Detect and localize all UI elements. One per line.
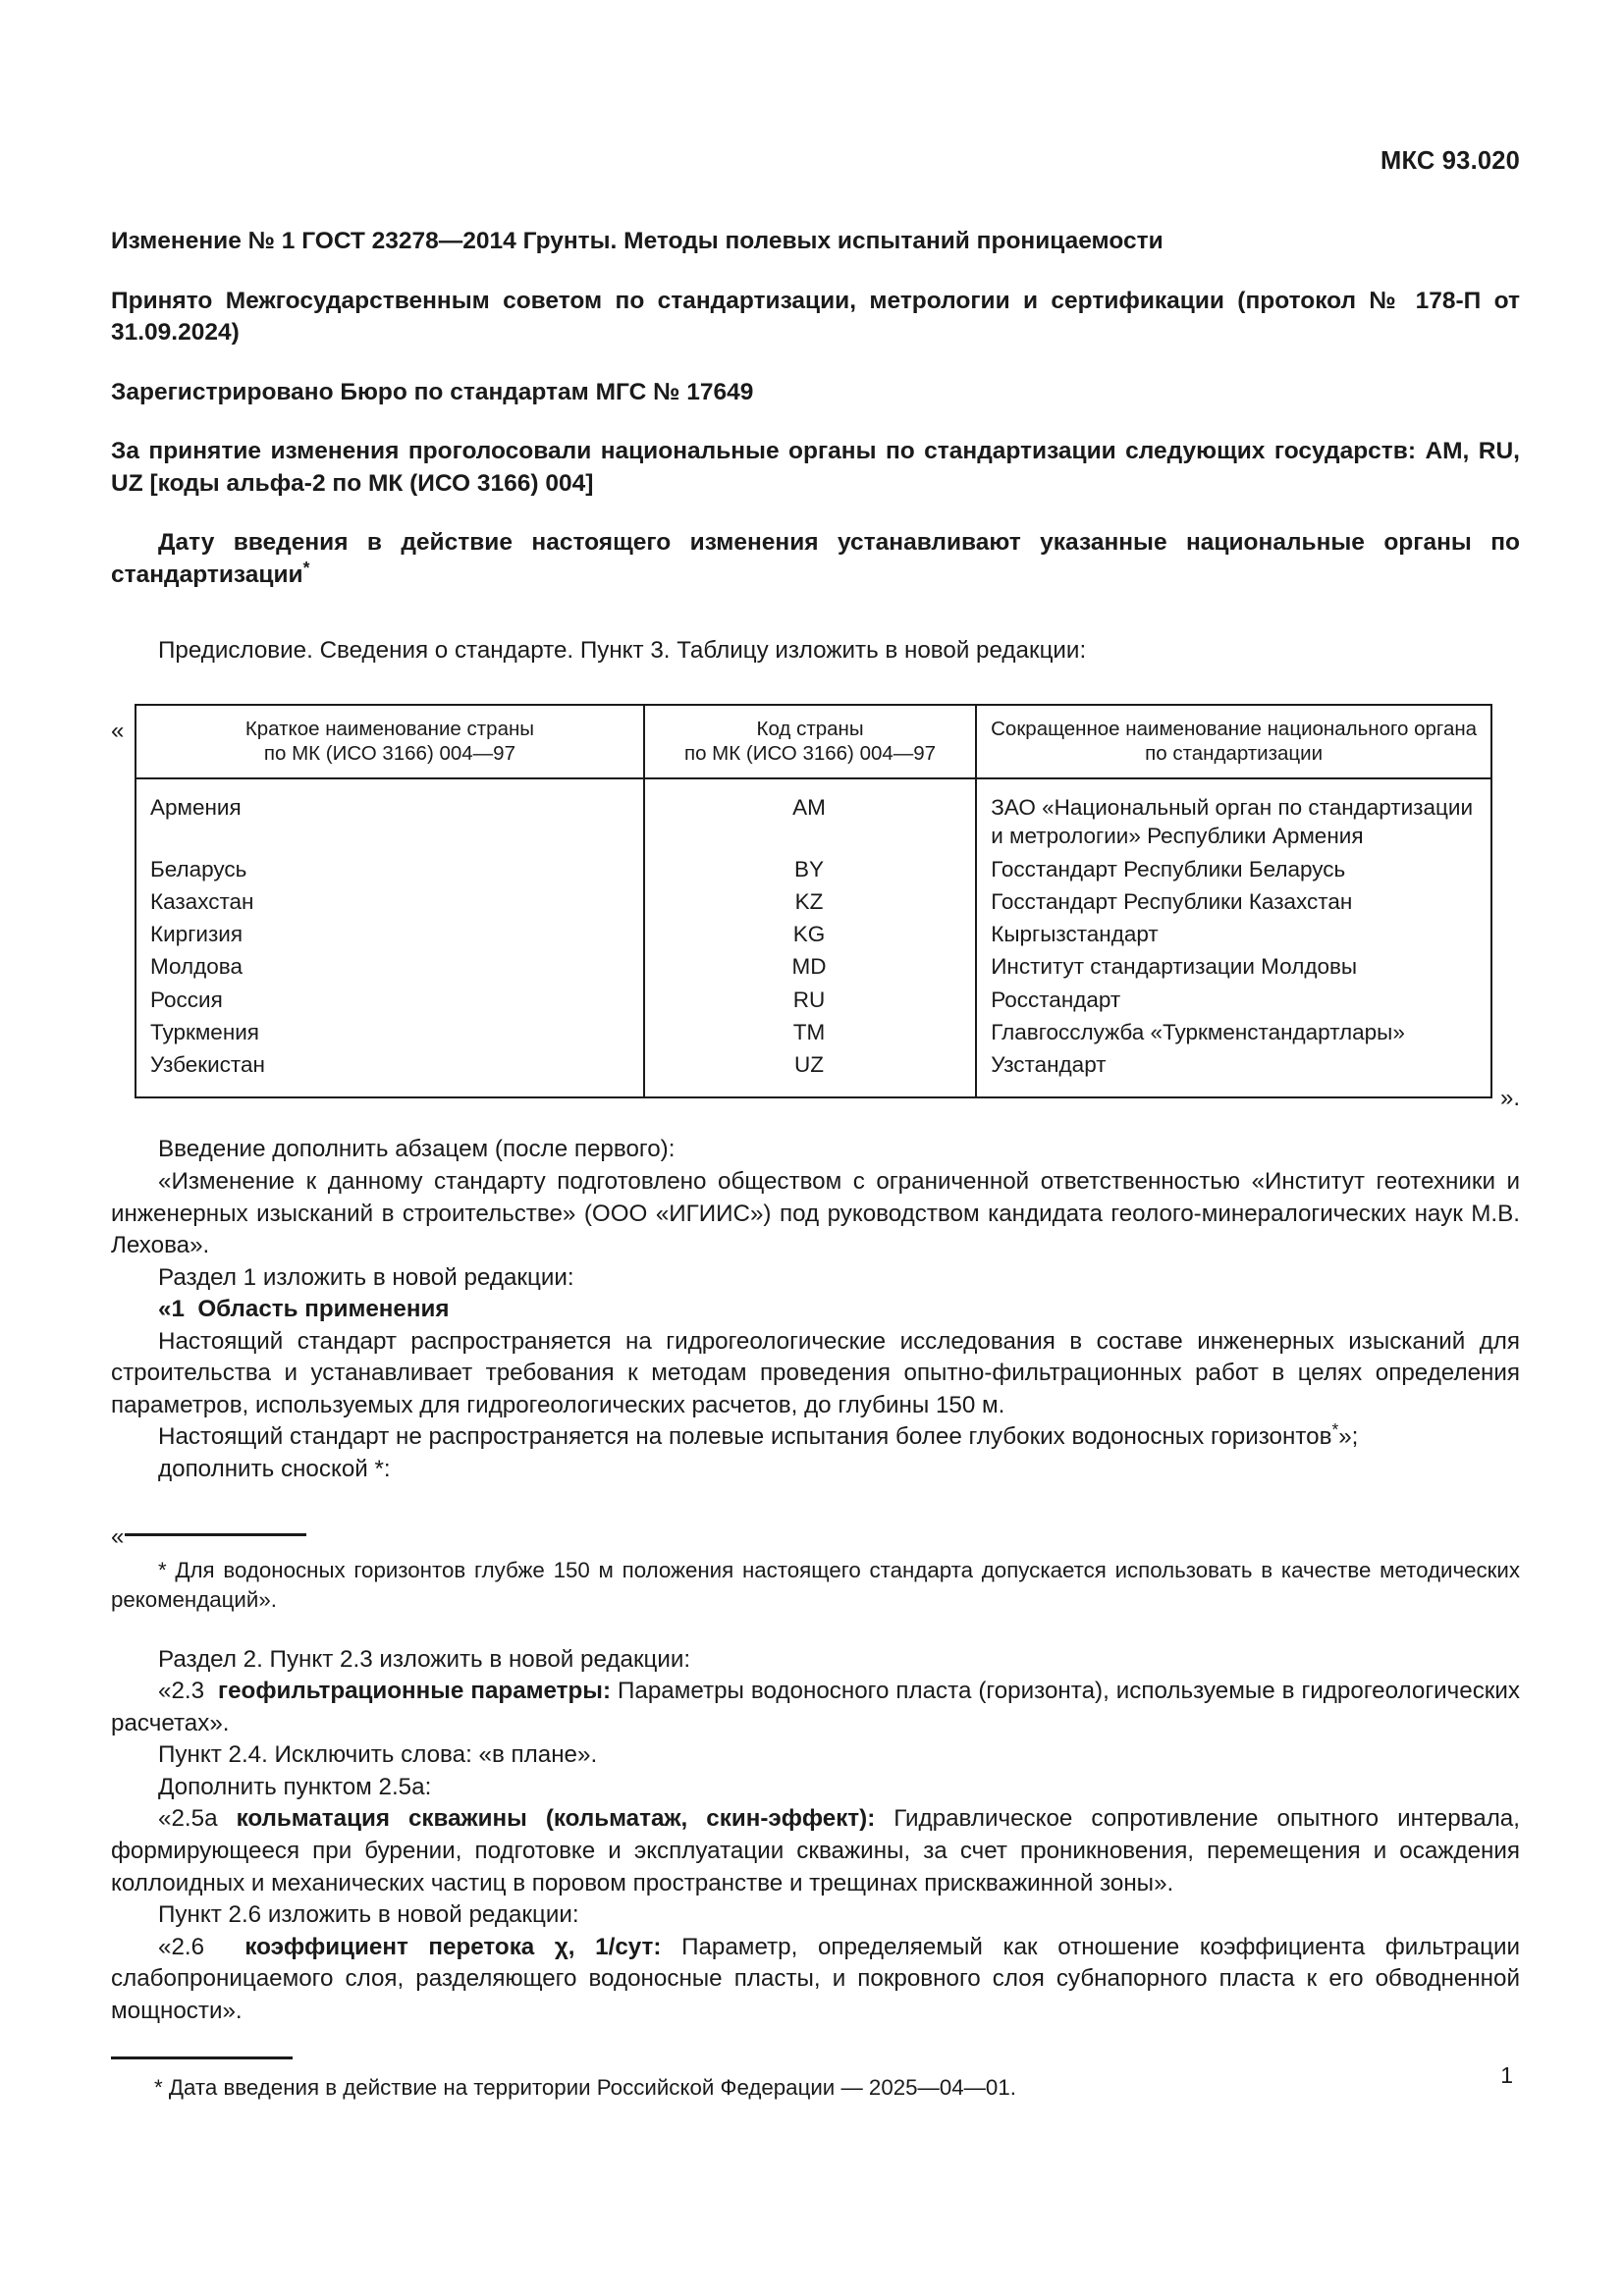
cell-country: Беларусь [135, 853, 644, 885]
table-row [135, 853, 1491, 885]
cell-country: Узбекистан [135, 1048, 644, 1097]
footnote-text: * Для водоносных горизонтов глубже 150 м положения настоящего стандарта допускается использовать в качестве методических рекомендаций». [111, 1558, 1520, 1613]
effective-date-text: Дату введения в действие настоящего изменения устанавливают указанные национальные органы по стандартизации [111, 529, 1520, 589]
mid-page-footnote [111, 1524, 1520, 1614]
clause-2-3-term: геофильтрационные параметры: [218, 1678, 612, 1705]
cell-body: Госстандарт Республики Беларусь [991, 856, 1346, 881]
bottom-footnote [111, 2056, 1520, 2103]
cell-country: Киргизия [135, 918, 644, 950]
footnote-marker: * [302, 557, 310, 577]
cell-code: TM [644, 1016, 976, 1048]
razdel1-lead: Раздел 1 изложить в новой редакции: [158, 1263, 574, 1291]
table-row [135, 984, 1491, 1016]
spacer [111, 592, 1520, 635]
registration-number: Зарегистрировано Бюро по стандартам МГС № 17649 [111, 378, 754, 405]
cell-body: Институт стандартизации Молдовы [991, 954, 1358, 980]
cell-code: AM [644, 778, 976, 853]
country-table-wrapper [111, 704, 1520, 1112]
cell-country: Туркмения [135, 1016, 644, 1048]
preface-lead-in: Предисловие. Сведения о стандарте. Пункт 3. Таблицу изложить в новой редакции: [158, 636, 1087, 664]
footnote-rule-row [111, 1523, 1520, 1551]
effective-date-note [111, 527, 1520, 591]
page-number: 1 [1500, 2062, 1513, 2088]
cell-code: UZ [644, 1048, 976, 1097]
footnote-rule [125, 1533, 306, 1536]
adopted-by-council: Принято Межгосударственным советом по стандартизации, метрологии и сертификации (протокол № 178-П от 31.09.2024) [111, 287, 1520, 347]
column-header-country-line1: Краткое наименование страны [244, 718, 535, 741]
razdel1-heading-prefix: «1 [158, 1296, 185, 1323]
clause-2-5a [111, 1803, 1520, 1899]
column-header-body [976, 705, 1491, 778]
clause-2-6-lead: Пункт 2.6 изложить в новой редакции: [158, 1901, 579, 1929]
razdel1-paragraph-1: Настоящий стандарт распространяется на гидрогеологические исследования в составе инженерных изысканий для строительства и устанавливает требования к методам проведения опытно-фильтрационных работ в целях определения параметров, используемых для гидрогеологических расчетов, до глубины 150 м. [111, 1327, 1520, 1418]
clause-2-5a-text: Гидравлическое сопротивление опытного интервала, формирующееся при бурении, подготовке и эксплуатации скважины, за счет проникновения, перемещения и осаждения коллоидных и механических частиц в поровом пространстве и трещинах прискважинной зоны». [111, 1805, 1520, 1896]
vvedenie-lead: Введение дополнить абзацем (после первого): [158, 1136, 676, 1163]
column-header-country [135, 705, 644, 778]
footnote-marker: * [1331, 1419, 1339, 1440]
table-row [135, 885, 1491, 918]
spacer [111, 176, 1520, 201]
cell-body: ЗАО «Национальный орган по стандартизации и метрологии» Республики Армения [991, 795, 1474, 849]
mks-code: МКС 93.020 [1380, 147, 1520, 175]
table-row [135, 778, 1491, 853]
spacer [111, 1098, 1520, 1134]
cell-body: Росстандарт [991, 987, 1121, 1012]
country-table [135, 704, 1492, 1098]
dopolnit-2-5a: Дополнить пунктом 2.5а: [158, 1773, 432, 1800]
cell-body: Узстандарт [991, 1052, 1107, 1078]
table-row [135, 950, 1491, 983]
clause-2-3-text: Параметры водоносного пласта (горизонта), используемые в гидрогеологических расчетах». [111, 1678, 1520, 1736]
dopolnit-snoskoy: дополнить сноской *: [158, 1455, 391, 1482]
cell-code: KZ [644, 885, 976, 918]
table-close-quote: ». [1499, 1085, 1520, 1112]
razdel1-paragraph-2 [111, 1421, 1520, 1454]
clause-2-6-term: коэффициент перетока χ, 1/сут: [244, 1933, 662, 1960]
clause-2-3 [111, 1676, 1520, 1739]
clause-2-3-prefix: «2.3 [158, 1678, 205, 1705]
column-header-code [644, 705, 976, 778]
cell-code: RU [644, 984, 976, 1016]
razdel1-p2-tail: »; [1338, 1423, 1359, 1451]
spacer [111, 258, 1520, 286]
spacer [111, 500, 1520, 527]
clause-2-5a-term: кольматация скважины (кольматаж, скин-эффект): [236, 1805, 876, 1833]
cell-code: KG [644, 918, 976, 950]
table-row [135, 918, 1491, 950]
clause-2-4: Пункт 2.4. Исключить слова: «в плане». [158, 1741, 598, 1769]
bottom-footnote-text: * Дата введения в действие на территории Российской Федерации — 2025—04—01. [154, 2075, 1016, 2101]
clause-2-6-prefix: «2.6 [158, 1933, 205, 1960]
spacer [111, 408, 1520, 436]
cell-body: Кыргызстандарт [991, 922, 1159, 947]
column-header-code-line2: по МК (ИСО 3166) 004—97 [683, 742, 937, 766]
clause-2-6 [111, 1932, 1520, 2028]
amendment-title: Изменение № 1 ГОСТ 23278—2014 Грунты. Методы полевых испытаний проницаемости [111, 228, 1164, 254]
table-header-row [135, 705, 1491, 778]
column-header-body-line2: по стандартизации [1145, 742, 1324, 766]
spacer [111, 349, 1520, 377]
cell-code: MD [644, 950, 976, 983]
razdel1-p2-text: Настоящий стандарт не распространяется на полевые испытания более глубоких водоносных горизонтов [158, 1423, 1332, 1451]
razdel1-heading [111, 1294, 1520, 1326]
table-row [135, 1016, 1491, 1048]
cell-code: BY [644, 853, 976, 885]
razdel1-heading-text: Область применения [197, 1296, 450, 1323]
footnote-open-quote: « [111, 1523, 125, 1551]
clause-2-6-text: Параметр, определяемый как отношение коэффициента фильтрации слабопроницаемого слоя, разделяющего водоносные пласты, и покровного слоя субнапорного пласта к его обводненной мощности». [111, 1933, 1520, 2024]
razdel2-lead: Раздел 2. Пункт 2.3 изложить в новой редакции: [158, 1645, 691, 1673]
column-header-country-line2: по МК (ИСО 3166) 004—97 [263, 742, 515, 766]
cell-body: Госстандарт Республики Казахстан [991, 888, 1353, 914]
cell-country: Казахстан [135, 885, 644, 918]
bottom-footnote-rule [111, 2056, 293, 2059]
column-header-body-line1: Сокращенное наименование национального органа [991, 718, 1478, 741]
table-row [135, 1048, 1491, 1097]
table-open-quote: « [111, 718, 125, 745]
clause-2-5a-prefix: «2.5а [158, 1805, 218, 1833]
cell-body: Главгосслужба «Туркменстандартлары» [991, 1019, 1405, 1044]
voting-states: За принятие изменения проголосовали национальные органы по стандартизации следующих государств: AM, RU, UZ [коды альфа-2 по МК (ИСО 3166) 004] [111, 438, 1520, 497]
cell-country: Молдова [135, 950, 644, 983]
page-content [111, 0, 1520, 2103]
cell-country: Армения [135, 778, 644, 853]
column-header-code-line1: Код страны [756, 718, 864, 741]
spacer [111, 1615, 1520, 1644]
vvedenie-text: «Изменение к данному стандарту подготовлено обществом с ограниченной ответственностью «Институт геотехники и инженерных изысканий в строительстве» (ООО «ИГИИС») под руководством кандидата геолого-минералогических наук М.В. Лехова». [111, 1167, 1520, 1259]
table-body [135, 778, 1491, 1097]
cell-country: Россия [135, 984, 644, 1016]
